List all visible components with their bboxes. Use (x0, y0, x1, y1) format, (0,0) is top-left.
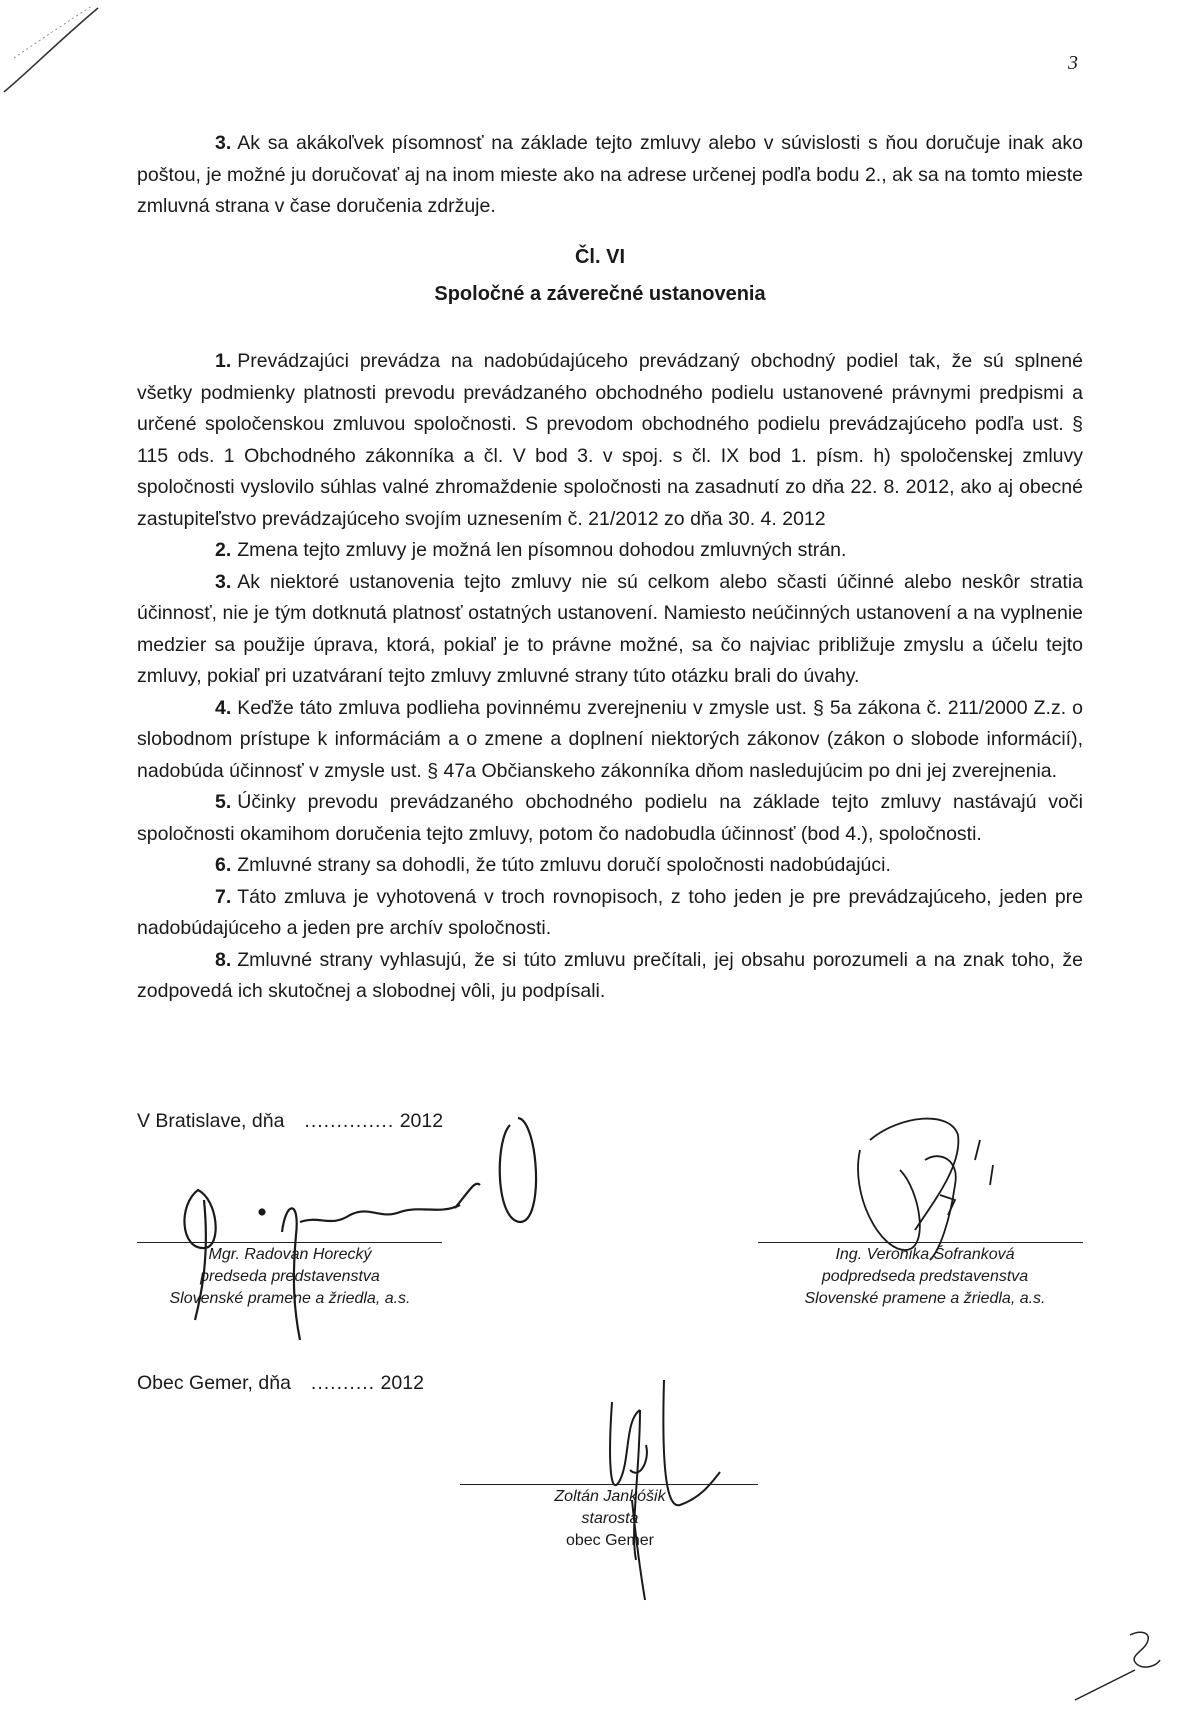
paragraph-text: Účinky prevodu prevádzaného obchodného podielu na základe tejto zmluvy nastávajú voči spoločnosti okamihom doručenia tejto zmluvy, potom čo nadobudla účinnosť (bod 4.), spoločnosti. (137, 791, 1083, 845)
signatory-horecky (140, 1244, 440, 1310)
paragraph-text: Zmluvné strany vyhlasujú, že si túto zmluvu prečítali, jej obsahu porozumeli a na znak toho, že zodpovedá ich skutočnej a slobodnej vôli, ju podpísali. (137, 948, 1083, 1002)
initials-mark (1075, 1632, 1160, 1700)
paragraph-number: 1. (215, 350, 232, 372)
signing-year: 2012 (399, 1110, 444, 1132)
paragraph-text: Ak sa akákoľvek písomnosť na základe tejto zmluvy alebo v súvislosti s ňou doručuje inak ako poštou, je možné ju doručovať aj na inom mieste ako na adrese určenej podľa bodu 2., ak sa na tomto mieste zmluvná strana v čase doručenia zdržuje. (137, 132, 1083, 217)
signing-place: Obec Gemer, dňa (137, 1372, 291, 1394)
signing-date-blank: .............. (304, 1110, 395, 1132)
paragraph-text: Keďže táto zmluva podlieha povinnému zverejneniu v zmysle ust. § 5a zákona č. 211/2000 Z.z. o slobodnom prístupe k informáciám a o zmene a doplnení niektorých zákonov (zákon o slobode informácií), nadobúda účinnosť v zmysle ust. § 47a Občianskeho zákonníka dňom nasledujúcim po dni jej zverejnenia. (137, 696, 1083, 782)
paragraph-number: 2. (215, 539, 232, 561)
signature-sofrankova (858, 1119, 993, 1260)
signatory-name: Ing. Veronika Šofranková (835, 1246, 1015, 1263)
paragraph-text: Ak niektoré ustanovenia tejto zmluvy nie sú celkom alebo sčasti účinné alebo neskôr stratia účinnosť, nie je tým dotknutá platnosť ostatných ustanovení. Namiesto neúčinných ustanovení a na vyplnenie medzier sa použije úprava, ktorá, pokiaľ je to právne možné, sa čo najviac približuje zmyslu a účelu tejto zmluvy, pokiaľ pri uzatváraní tejto zmluvy zmluvné strany túto otázku brali do úvahy. (137, 570, 1083, 687)
paragraph-text: Prevádzajúci prevádza na nadobúdajúceho prevádzaný obchodný podiel tak, že sú splnené všetky podmienky platnosti prevodu prevádzaného obchodného podielu ustanovené právnymi predpismi a určené spoločenskou zmluvou spoločnosti. S prevodom obchodného podielu prevádzajúceho podľa ust. § 115 ods. 1 Obchodného zákonníka a čl. V bod 3. v spoj. s čl. IX bod 1. písm. h) spoločenskej zmluvy spoločnosti vyslovilo súhlas valné zhromaždenie spoločnosti na zasadnutí zo dňa 22. 8. 2012, ako aj obecné zastupiteľstvo prevádzajúceho svojím uznesením č. 21/2012 zo dňa 30. 4. 2012 (137, 350, 1083, 530)
paragraph-number: 4. (215, 696, 232, 719)
signing-year: 2012 (380, 1372, 424, 1394)
signing-place-gemer (137, 1372, 424, 1395)
paragraph-number: 6. (215, 854, 232, 876)
paragraph-number: 3. (215, 570, 232, 593)
signatory-role: podpredseda predstavenstva (821, 1268, 1029, 1285)
paragraph-number: 3. (215, 132, 232, 154)
signatory-sofrankova (770, 1244, 1080, 1310)
signatory-org: Slovenské pramene a žriedla, a.s. (804, 1290, 1046, 1307)
signing-date-blank: .......... (310, 1372, 376, 1394)
signatory-role: predseda predstavenstva (200, 1268, 380, 1285)
signature-line-jankosik (460, 1484, 758, 1485)
paragraph-text: Zmena tejto zmluvy je možná len písomnou dohodou zmluvných strán. (237, 539, 847, 561)
paragraph-number: 8. (215, 948, 232, 971)
signatory-org: obec Gemer (565, 1532, 655, 1549)
signatory-name: Zoltán Jankóšik (554, 1488, 666, 1505)
signature-line-horecky (137, 1242, 442, 1243)
article-title: Spoločné a záverečné ustanovenia (434, 283, 766, 305)
paragraph-number: 5. (215, 791, 232, 813)
signatory-role: starosta (581, 1510, 639, 1527)
signing-place: V Bratislave, dňa (137, 1110, 285, 1132)
signatory-org: Slovenské pramene a žriedla, a.s. (169, 1290, 411, 1307)
paragraph-text: Zmluvné strany sa dohodli, že túto zmluvu doručí spoločnosti nadobúdajúci. (237, 854, 891, 876)
paragraph-text: Táto zmluva je vyhotovená v troch rovnopisoch, z toho jeden je pre prevádzajúceho, jeden pre nadobúdajúceho a jeden pre archív spoločnosti. (137, 885, 1083, 939)
signatory-name: Mgr. Radovan Horecký (208, 1246, 372, 1263)
paragraph-number: 7. (215, 885, 232, 908)
signature-line-sofrankova (758, 1242, 1083, 1243)
page-number: 3 (1068, 52, 1078, 74)
signatory-jankosik (460, 1486, 760, 1552)
article-number: Čl. VI (574, 246, 625, 268)
